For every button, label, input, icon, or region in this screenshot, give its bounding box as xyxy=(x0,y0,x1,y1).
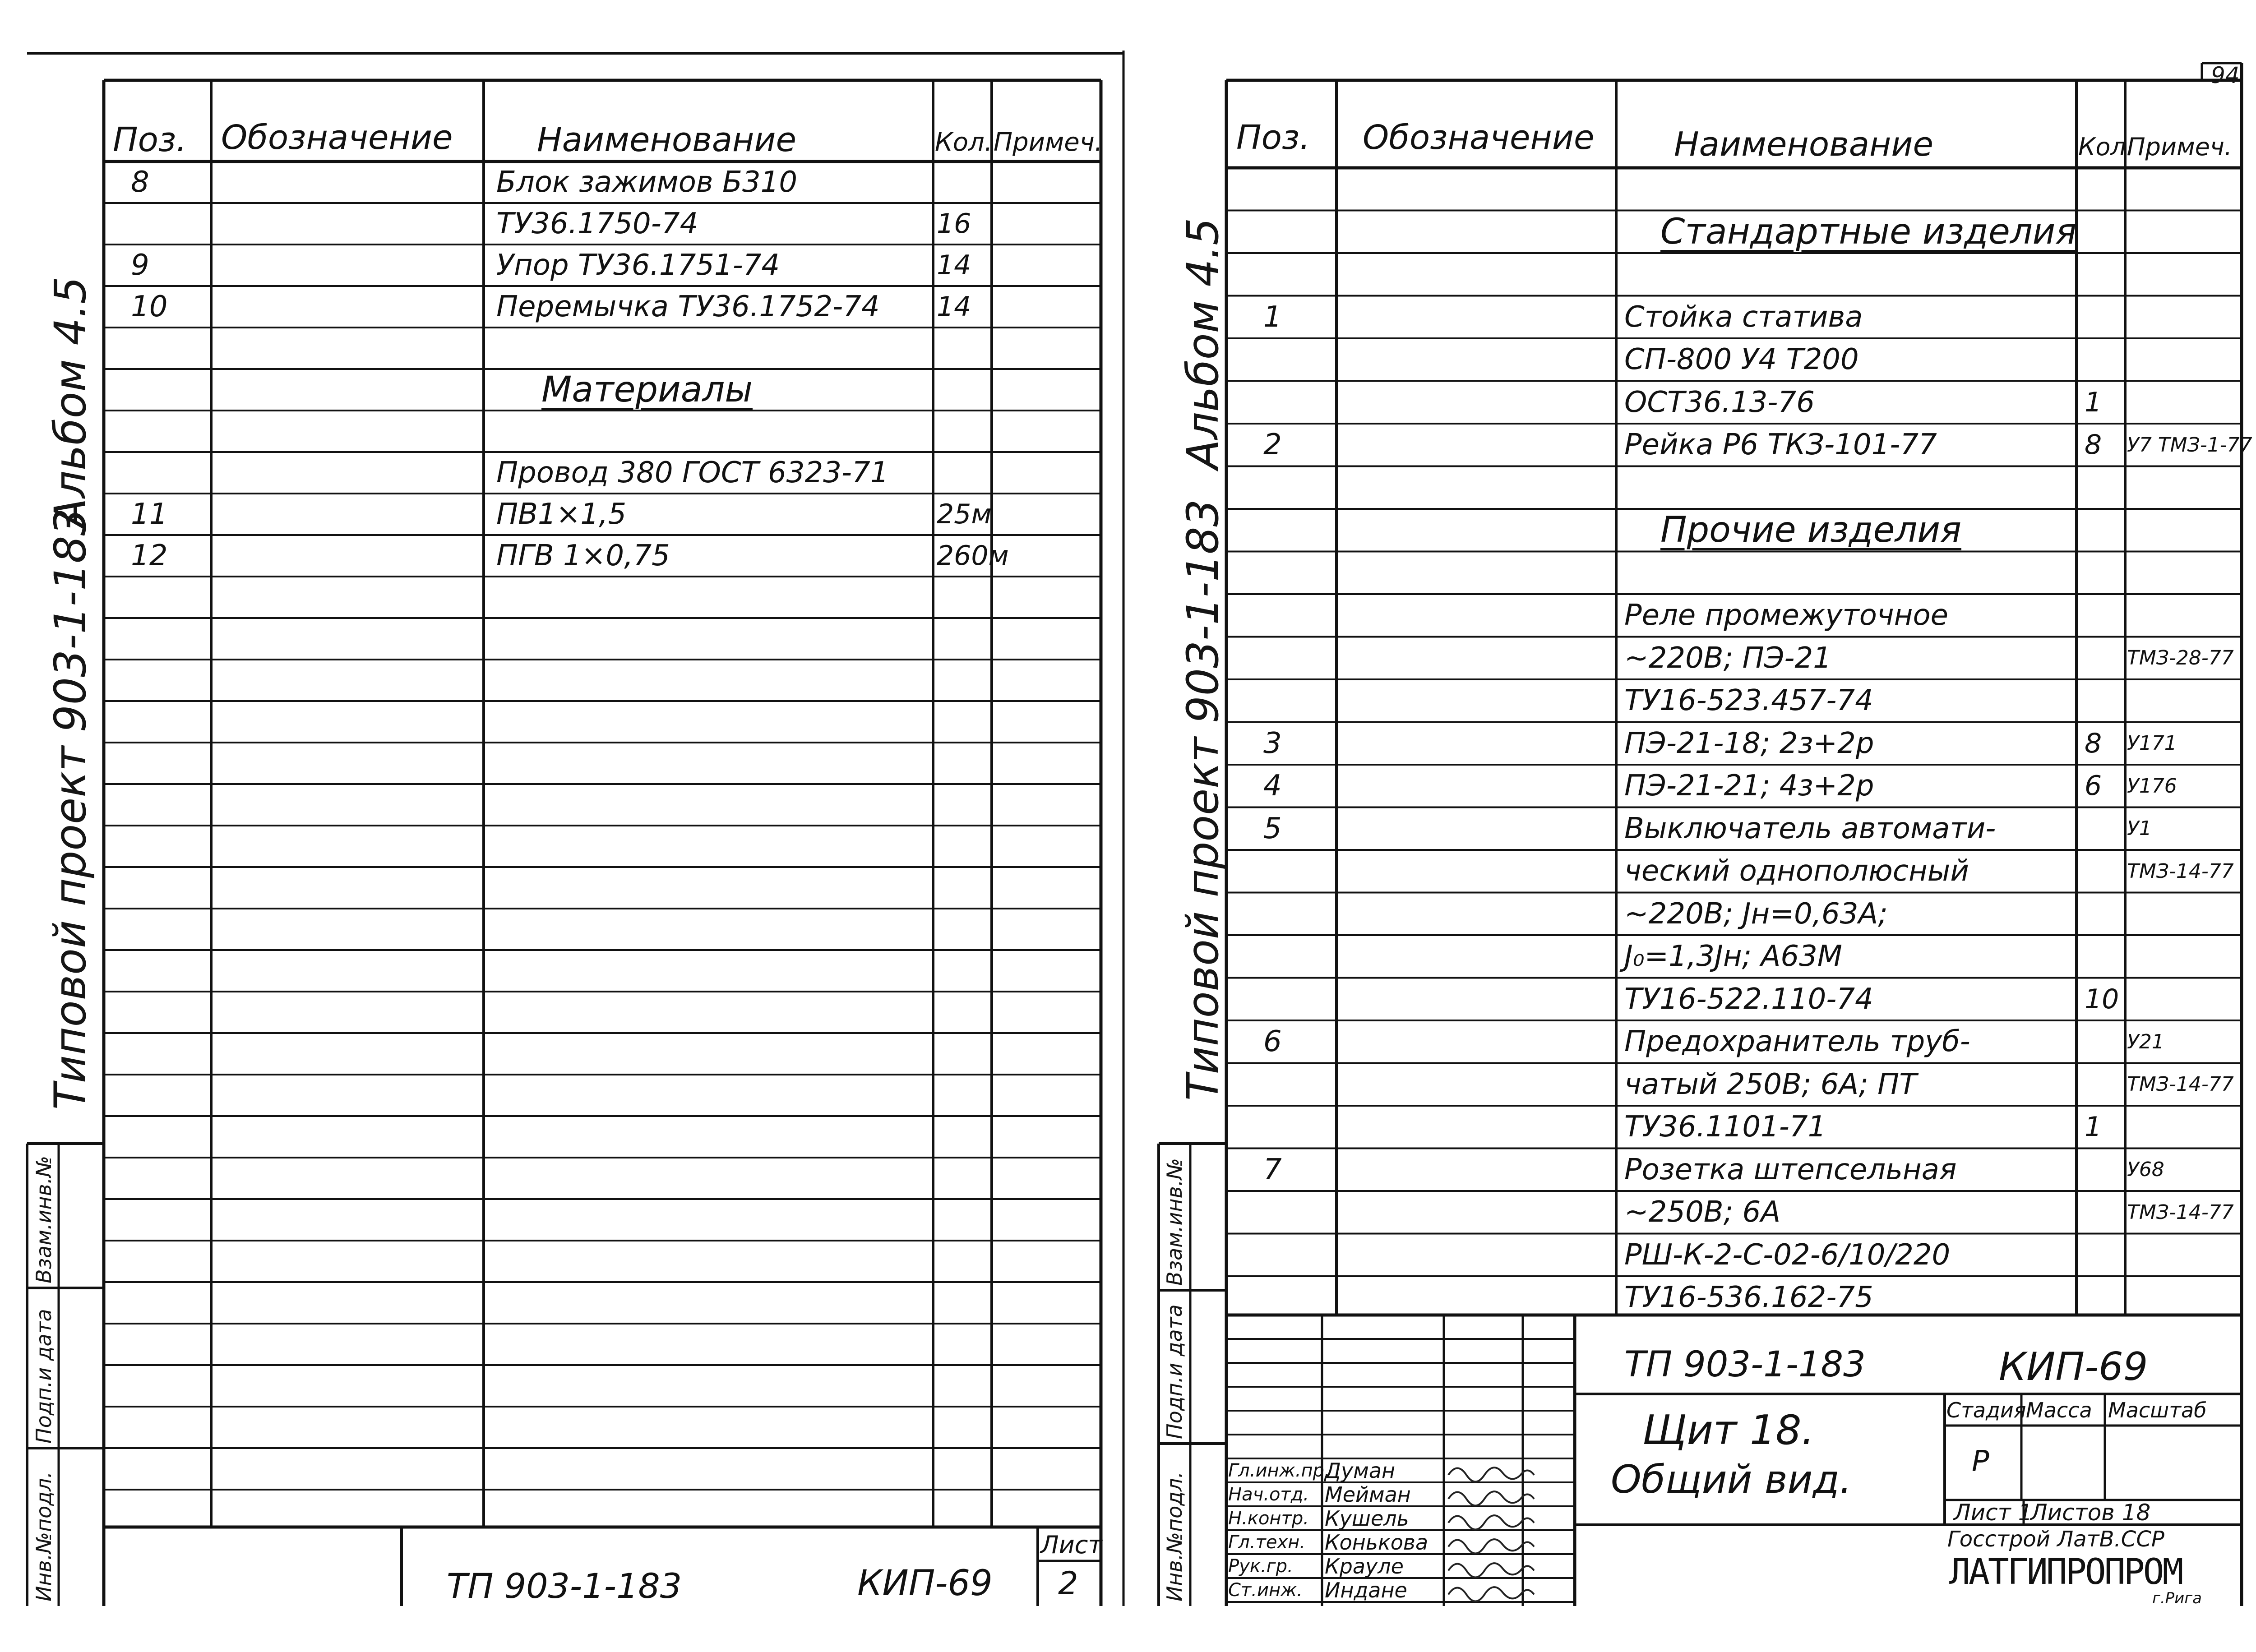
cell-name: Прочие изделия xyxy=(1660,510,1961,551)
cell-name: СП-800 У4 Т200 xyxy=(1624,343,1859,377)
signature-name: Кушель xyxy=(1325,1506,1409,1531)
cell-pos: 8 xyxy=(131,166,149,199)
signature-role: Рук.гр. xyxy=(1228,1555,1293,1577)
right-header-note: Примеч. xyxy=(2127,132,2233,161)
cell-qty: 10 xyxy=(2085,983,2119,1015)
tb-sheet: Лист 1 xyxy=(1954,1500,2033,1526)
cell-note: ТМЗ-14-77 xyxy=(2127,1200,2234,1224)
cell-note: ТМЗ-14-77 xyxy=(2127,859,2234,883)
cell-name: Перемычка ТУ36.1752-74 xyxy=(496,290,880,323)
signature-name: Думан xyxy=(1325,1458,1396,1483)
cell-qty: 16 xyxy=(937,208,971,240)
left-album-caption: Альбом 4.5 xyxy=(45,276,96,528)
left-header-designation: Обозначение xyxy=(221,118,453,157)
cell-name: ПГВ 1×0,75 xyxy=(496,539,670,572)
signature-name: Мейман xyxy=(1325,1482,1411,1507)
cell-note: У7 ТМЗ-1-77 xyxy=(2127,433,2252,457)
cell-name: Материалы xyxy=(541,369,753,410)
cell-name: Стойка статива xyxy=(1624,300,1863,334)
cell-name: ТУ36.1750-74 xyxy=(496,207,698,240)
left-project-caption: Типовой проект 903-1-183 xyxy=(45,508,96,1110)
cell-qty: 25м xyxy=(937,498,992,530)
tb-stage: Р xyxy=(1972,1445,1989,1478)
cell-note: У176 xyxy=(2127,774,2177,798)
signature-name: Индане xyxy=(1325,1578,1407,1602)
tb-org-line2: ЛАТГИПРОПРОМ xyxy=(1949,1552,2182,1592)
cell-pos: 3 xyxy=(1263,726,1282,760)
left-header-pos: Поз. xyxy=(113,120,187,159)
cell-name: ПЭ-21-21; 4з+2р xyxy=(1624,769,1874,803)
signature-role: Гл.инж.пр. xyxy=(1228,1460,1330,1481)
cell-pos: 11 xyxy=(131,498,168,531)
cell-note: ТМЗ-14-77 xyxy=(2127,1073,2234,1096)
cell-name: Реле промежуточное xyxy=(1624,599,1949,632)
signature-role: Ст.инж. xyxy=(1228,1579,1303,1601)
tb-org-line3: г.Рига xyxy=(2152,1589,2202,1607)
left-footer-sheet: 2 xyxy=(1058,1565,1078,1602)
cell-name: Выключатель автомати- xyxy=(1624,812,1996,845)
signature-name: Крауле xyxy=(1325,1554,1404,1578)
cell-qty: 260м xyxy=(937,540,1009,572)
left-stamp-sign: Подп.и дата xyxy=(32,1309,56,1444)
left-header-note: Примеч. xyxy=(994,127,1103,157)
cell-pos: 4 xyxy=(1263,769,1282,803)
cell-note: У171 xyxy=(2127,732,2177,755)
cell-name: ТУ16-522.110-74 xyxy=(1624,982,1873,1016)
cell-pos: 10 xyxy=(131,290,168,323)
cell-qty: 14 xyxy=(937,291,971,323)
right-header-name: Наименование xyxy=(1674,125,1934,164)
cell-pos: 9 xyxy=(131,249,149,282)
page-number: 94 xyxy=(2211,62,2240,88)
cell-pos: 12 xyxy=(131,539,168,572)
cell-pos: 6 xyxy=(1263,1025,1282,1059)
left-footer-code: КИП-69 xyxy=(857,1563,993,1604)
left-stamp-repl: Взам.инв.№ xyxy=(32,1155,56,1283)
tb-org-line1: Госстрой ЛатВ.ССР xyxy=(1947,1527,2164,1552)
cell-name: Стандартные изделия xyxy=(1660,211,2077,252)
left-stamp-inv: Инв.№подл. xyxy=(32,1471,56,1601)
cell-name: ~250В; 6А xyxy=(1624,1195,1781,1229)
cell-name: Упор ТУ36.1751-74 xyxy=(496,249,780,282)
cell-note: У1 xyxy=(2127,817,2152,840)
cell-pos: 2 xyxy=(1263,428,1282,462)
right-stamp-inv: Инв.№подл. xyxy=(1162,1471,1187,1601)
cell-name: ческий однополюсный xyxy=(1624,854,1969,888)
left-footer-sheet-label: Лист xyxy=(1040,1530,1102,1559)
signature-role: Нач.отд. xyxy=(1228,1484,1309,1505)
right-project-caption: Типовой проект 903-1-183 xyxy=(1178,499,1228,1101)
cell-name: Рейка Р6 ТКЗ-101-77 xyxy=(1624,428,1937,462)
cell-name: чатый 250В; 6А; ПТ xyxy=(1624,1067,1917,1101)
cell-name: Предохранитель труб- xyxy=(1624,1025,1970,1059)
tb-title-line2: Общий вид. xyxy=(1611,1457,1852,1502)
cell-name: РШ-К-2-С-02-6/10/220 xyxy=(1624,1238,1951,1272)
cell-pos: 5 xyxy=(1263,812,1282,845)
cell-name: ПЭ-21-18; 2з+2р xyxy=(1624,726,1874,760)
cell-note: У21 xyxy=(2127,1030,2164,1053)
cell-name: Розетка штепсельная xyxy=(1624,1153,1957,1186)
cell-name: Блок зажимов Б310 xyxy=(496,166,798,199)
tb-sheets: Листов 18 xyxy=(2030,1500,2151,1526)
tb-stage-label: Стадия xyxy=(1946,1398,2026,1422)
cell-qty: 8 xyxy=(2085,727,2102,759)
cell-qty: 6 xyxy=(2085,770,2102,802)
left-header-qty: Кол. xyxy=(935,127,993,157)
right-stamp-sign: Подп.и дата xyxy=(1162,1304,1187,1439)
signature-role: Н.контр. xyxy=(1228,1508,1309,1529)
signature-scribble xyxy=(1448,1515,1534,1529)
cell-name: ТУ16-523.457-74 xyxy=(1624,684,1873,718)
tb-code: КИП-69 xyxy=(1999,1344,2148,1389)
right-album-caption: Альбом 4.5 xyxy=(1178,217,1228,469)
cell-name: Провод 380 ГОСТ 6323-71 xyxy=(496,456,889,489)
signature-scribble xyxy=(1448,1467,1534,1481)
cell-name: ~220В; Jн=0,63А; xyxy=(1624,897,1888,931)
signature-scribble xyxy=(1448,1539,1534,1553)
cell-qty: 8 xyxy=(2085,429,2102,461)
cell-qty: 1 xyxy=(2085,386,2102,418)
cell-name: J₀=1,3Jн; А63М xyxy=(1624,940,1842,974)
signature-scribble xyxy=(1448,1587,1534,1601)
cell-qty: 1 xyxy=(2085,1111,2102,1143)
tb-doc: ТП 903-1-183 xyxy=(1624,1344,1866,1385)
cell-note: ТМЗ-28-77 xyxy=(2127,646,2234,670)
cell-pos: 7 xyxy=(1263,1153,1282,1186)
tb-scale-label: Масштаб xyxy=(2108,1398,2207,1422)
right-stamp-repl: Взам.инв.№ xyxy=(1162,1158,1187,1286)
cell-note: У68 xyxy=(2127,1158,2164,1181)
left-footer-doc: ТП 903-1-183 xyxy=(447,1565,682,1606)
signature-name: Конькова xyxy=(1325,1530,1428,1555)
cell-name: ПВ1×1,5 xyxy=(496,498,627,531)
cell-name: ~220В; ПЭ-21 xyxy=(1624,641,1831,675)
tb-title-line1: Щит 18. xyxy=(1642,1406,1815,1454)
cell-name: ТУ36.1101-71 xyxy=(1624,1110,1826,1144)
right-header-qty: Кол. xyxy=(2078,132,2134,161)
tb-mass-label: Масса xyxy=(2026,1398,2092,1422)
signature-role: Гл.техн. xyxy=(1228,1532,1306,1553)
cell-name: ТУ16-536.162-75 xyxy=(1624,1281,1873,1315)
cell-qty: 14 xyxy=(937,249,971,281)
cell-pos: 1 xyxy=(1263,300,1282,334)
signature-scribble xyxy=(1448,1491,1534,1505)
right-header-pos: Поз. xyxy=(1236,118,1310,157)
signature-scribble xyxy=(1448,1563,1534,1577)
cell-name: ОСТ36.13-76 xyxy=(1624,385,1815,419)
right-header-designation: Обозначение xyxy=(1363,118,1595,157)
left-header-name: Наименование xyxy=(537,120,797,159)
